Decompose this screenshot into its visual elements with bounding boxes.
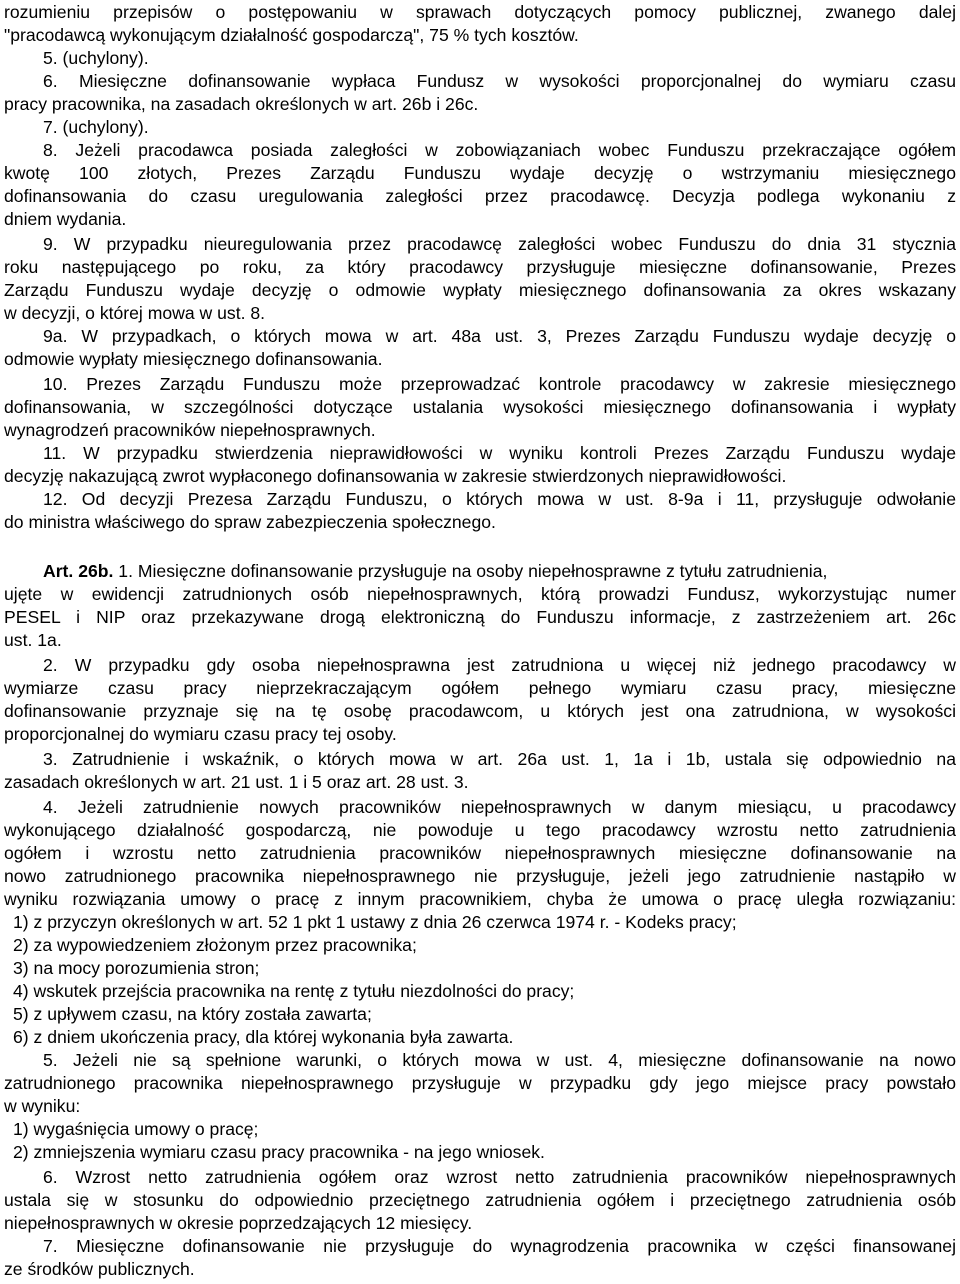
list-item: 2) za wypowiedzeniem złożonym przez pracownika; <box>13 935 417 955</box>
text-line: dofinansowania, w szczególności dotyczące ustalania wysokości miesięcznego dofinansowania i wypłaty <box>4 397 956 417</box>
text-line: 7. Miesięczne dofinansowanie nie przysługuje do wynagrodzenia pracownika w części finansowanej <box>43 1236 956 1256</box>
text-line: niepełnosprawnych w okresie poprzedzających 12 miesięcy. <box>4 1213 473 1233</box>
text-line: 12. Od decyzji Prezesa Zarządu Funduszu, o których mowa w ust. 8-9a i 11, przysługuje odwołanie <box>43 489 956 509</box>
list-item: 6) z dniem ukończenia pracy, dla której wykonania była zawarta. <box>13 1027 514 1047</box>
text-line: "pracodawcą wykonującym działalność gospodarczą", 75 % tych kosztów. <box>4 25 579 45</box>
text-line: ujęte w ewidencji zatrudnionych osób niepełnosprawnych, którą prowadzi Fundusz, wykorzystując numer <box>4 584 956 604</box>
text-line: 6. Wzrost netto zatrudnienia ogółem oraz wzrost netto zatrudnienia pracowników niepełnosprawnych <box>43 1167 956 1187</box>
text-line: kwotę 100 złotych, Prezes Zarządu Funduszu wydaje decyzję o wstrzymaniu miesięcznego <box>4 163 956 183</box>
text-line: wymiarze czasu pracy nieprzekraczającym ogółem pełnego wymiaru czasu pracy, miesięczne <box>4 678 956 698</box>
text-line: rozumieniu przepisów o postępowaniu w sprawach dotyczących pomocy publicznej, zwanego dalej <box>4 2 956 22</box>
text-line: pracy pracownika, na zasadach określonych w art. 26b i 26c. <box>4 94 479 114</box>
text-line: PESEL i NIP oraz przekazywane drogą elektroniczną do Funduszu informacje, z zastrzeżeniem art. 26c <box>4 607 956 627</box>
text-line: w decyzji, o której mowa w ust. 8. <box>4 303 266 323</box>
text-line: ust. 1a. <box>4 630 62 650</box>
text-line: do ministra właściwego do spraw zabezpieczenia społecznego. <box>4 512 496 532</box>
text-line: 3. Zatrudnienie i wskaźnik, o których mowa w art. 26a ust. 1, 1a i 1b, ustala się odpowiednio na <box>43 749 956 769</box>
text-line: ze środków publicznych. <box>4 1259 195 1279</box>
text-line: decyzję nakazującą zwrot wypłaconego dofinansowania w zakresie stwierdzonych nieprawidłowości. <box>4 466 787 486</box>
list-item: 3) na mocy porozumienia stron; <box>13 958 260 978</box>
text-line: ogółem i wzrostu netto zatrudnienia pracowników niepełnosprawnych miesięczne dofinansowanie na <box>4 843 956 863</box>
text-line: 10. Prezes Zarządu Funduszu może przeprowadzać kontrole pracodawcy w zakresie miesięcznego <box>43 374 956 394</box>
list-item: 1) wygaśnięcia umowy o pracę; <box>13 1119 259 1139</box>
list-item: 5) z upływem czasu, na który została zawarta; <box>13 1004 372 1024</box>
text-line: wynagrodzeń pracowników niepełnosprawnych. <box>4 420 376 440</box>
text-line: zatrudnionego pracownika niepełnosprawnego przysługuje w przypadku gdy jego miejsce pracy powstało <box>4 1073 956 1093</box>
text-line: dniem wydania. <box>4 209 127 229</box>
text-line: dofinansowanie przyznaje się na tę osobę pracodawcom, u których jest ona zatrudniona, w wysokości <box>4 701 956 721</box>
list-item: 1) z przyczyn określonych w art. 52 1 pkt 1 ustawy z dnia 26 czerwca 1974 r. - Kodeks pracy; <box>13 912 737 932</box>
text-line: 4. Jeżeli zatrudnienie nowych pracowników niepełnosprawnych w danym miesiącu, u pracodawcy <box>43 797 956 817</box>
article-heading: Art. 26b. <box>43 561 114 581</box>
text-line: wyniku rozwiązania umowy o pracę z innym pracownikiem, chyba że umowa o pracę uległa rozwiązaniu: <box>4 889 956 909</box>
text-line: ustala się w stosunku do odpowiednio przeciętnego zatrudnienia ogółem i przeciętnego zatrudnienia osób <box>4 1190 956 1210</box>
article-line <box>43 560 956 583</box>
text-line: 5. Jeżeli nie są spełnione warunki, o których mowa w ust. 4, miesięczne dofinansowanie na nowo <box>43 1050 956 1070</box>
text-line: roku następującego po roku, za który pracodawcy przysługuje miesięczne dofinansowanie, Prezes <box>4 257 956 277</box>
text-line: 2. W przypadku gdy osoba niepełnosprawna jest zatrudniona u więcej niż jednego pracodawcy w <box>43 655 956 675</box>
text-line: Zarządu Funduszu wydaje decyzję o odmowie wypłaty miesięcznego dofinansowania za okres wskazany <box>4 280 956 300</box>
text-line: wykonującego działalność gospodarczą, nie powoduje u tego pracodawcy wzrostu netto zatrudnienia <box>4 820 956 840</box>
text-line: odmowie wypłaty miesięcznego dofinansowania. <box>4 349 383 369</box>
text-line: dofinansowania do czasu uregulowania zaległości przez pracodawcę. Decyzja podlega wykonaniu z <box>4 186 956 206</box>
list-item: 2) zmniejszenia wymiaru czasu pracy pracownika - na jego wniosek. <box>13 1142 545 1162</box>
text-line: 9a. W przypadkach, o których mowa w art. 48a ust. 3, Prezes Zarządu Funduszu wydaje decyzję o <box>43 326 956 346</box>
text-line: proporcjonalnej do wymiaru czasu pracy tej osoby. <box>4 724 397 744</box>
text-line: 8. Jeżeli pracodawca posiada zaległości w zobowiązaniach wobec Funduszu przekraczające ogółem <box>43 140 956 160</box>
text-line: zasadach określonych w art. 21 ust. 1 i 5 oraz art. 28 ust. 3. <box>4 772 469 792</box>
text-line: 7. (uchylony). <box>43 117 149 137</box>
article-text: 1. Miesięczne dofinansowanie przysługuje na osoby niepełnosprawne z tytułu zatrudnienia, <box>118 561 828 581</box>
text-line: 9. W przypadku nieuregulowania przez pracodawcę zaległości wobec Funduszu do dnia 31 stycznia <box>43 234 956 254</box>
text-line: w wyniku: <box>4 1096 81 1116</box>
text-line: 6. Miesięczne dofinansowanie wypłaca Fundusz w wysokości proporcjonalnej do wymiaru czasu <box>43 71 956 91</box>
text-line: 11. W przypadku stwierdzenia nieprawidłowości w wyniku kontroli Prezes Zarządu Funduszu wydaje <box>43 443 956 463</box>
text-line: nowo zatrudnionego pracownika niepełnosprawnego nie przysługuje, jeżeli jego zatrudnienie nastąpiło w <box>4 866 956 886</box>
list-item: 4) wskutek przejścia pracownika na rentę z tytułu niezdolności do pracy; <box>13 981 575 1001</box>
text-line: 5. (uchylony). <box>43 48 149 68</box>
